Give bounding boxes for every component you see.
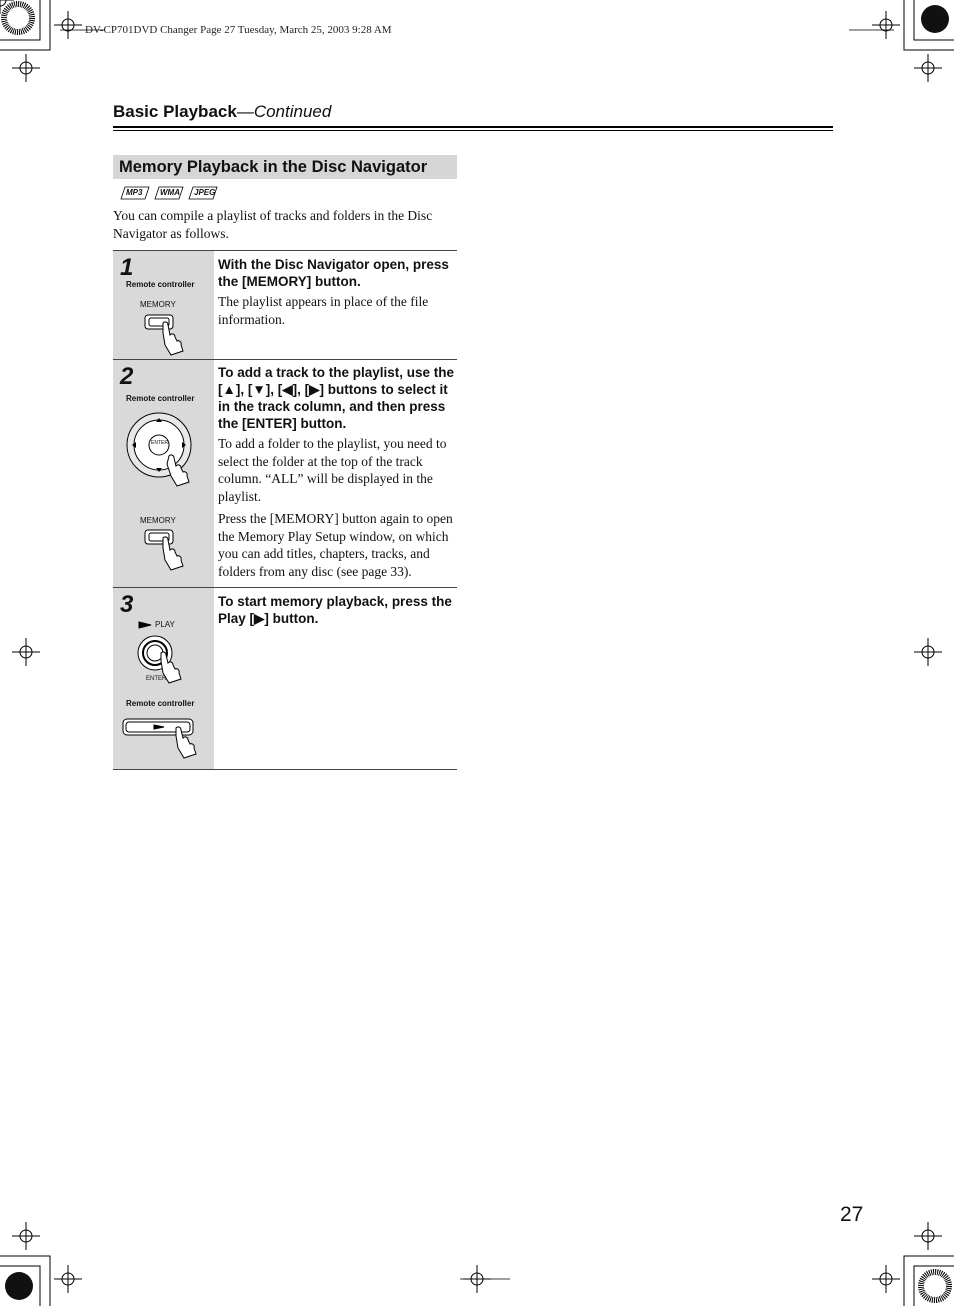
memory-button-label: MEMORY — [140, 300, 176, 309]
memory-button-press-icon — [141, 311, 201, 355]
running-head — [113, 102, 331, 122]
step-instruction: To add a track to the playlist, use the [▲], [▼], [◀], [▶] buttons to select it in the track column, and then press the [ENTER] button. — [218, 365, 455, 431]
section-title: Memory Playback in the Disc Navigator — [113, 155, 457, 179]
intro-text: You can compile a playlist of tracks and folders in the Disc Navigator as follows. — [113, 208, 433, 241]
step-number: 2 — [120, 363, 134, 390]
running-head-continued: —Continued — [236, 102, 332, 121]
play-arrow-icon — [139, 621, 153, 629]
step-number: 3 — [120, 591, 134, 618]
mp3-badge — [121, 186, 151, 200]
step-body-text: The playlist appears in place of the file information. — [218, 294, 429, 327]
step-2 — [113, 360, 457, 588]
remote-controller-label: Remote controller — [126, 699, 195, 708]
wma-badge — [155, 186, 185, 200]
print-header: DV-CP701DVD Changer Page 27 Tuesday, March 25, 2003 9:28 AM — [85, 24, 392, 36]
step-body-text: To add a folder to the playlist, you need to select the folder at the top of the track column. “ALL” will be displayed in the playlist. — [218, 436, 447, 504]
step-number: 1 — [120, 254, 134, 281]
jpeg-badge-label: JPEG — [194, 188, 216, 197]
page-number: 27 — [840, 1203, 864, 1226]
step-instruction: To start memory playback, press the Play [▶] button. — [218, 594, 452, 626]
direction-pad-icon — [125, 406, 205, 486]
step-1 — [113, 251, 457, 360]
memory-button-press-icon — [141, 526, 201, 570]
step-3 — [113, 588, 457, 770]
remote-controller-label: Remote controller — [126, 280, 195, 289]
step-instruction: With the Disc Navigator open, press the [MEMORY] button. — [218, 257, 449, 289]
step-body-text: Press the [MEMORY] button again to open the Memory Play Setup window, on which you can add titles, chapters, tracks, and folders from any disc (see page 33). — [218, 511, 453, 579]
remote-controller-label: Remote controller — [126, 394, 195, 403]
wma-badge-label: WMA — [160, 188, 180, 197]
play-button-press-icon — [122, 716, 212, 758]
memory-button-label: MEMORY — [140, 516, 176, 525]
jpeg-badge — [189, 186, 219, 200]
header-rule-thin — [113, 130, 833, 131]
enter-button-label: ENTER — [151, 440, 168, 446]
enter-label: ENTER — [146, 676, 167, 682]
running-head-title: Basic Playback — [113, 102, 237, 121]
mp3-badge-label: MP3 — [126, 188, 143, 197]
header-rule — [113, 126, 833, 128]
play-label: PLAY — [155, 620, 175, 629]
